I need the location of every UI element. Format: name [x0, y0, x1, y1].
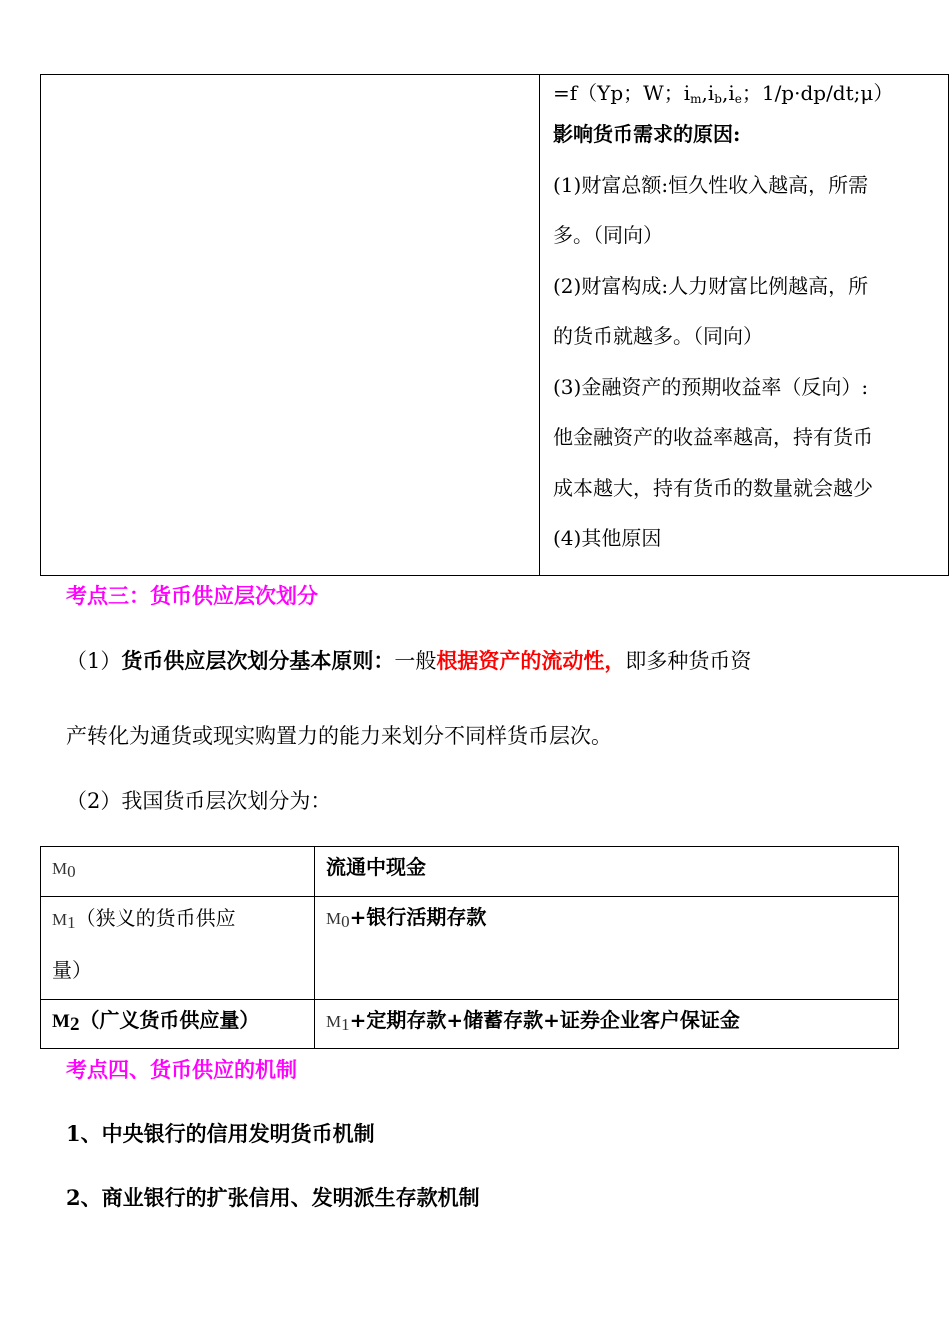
mechanism-item-2: 2、商业银行的扩张信用、发明派生存款机制 [66, 1185, 480, 1210]
m2-label: （广义货币供应量） [79, 1007, 260, 1032]
m-sub: 0 [341, 912, 350, 932]
reason-line: (4)其他原因 [553, 526, 662, 550]
table-row [41, 999, 899, 1048]
m1-label: （狭义的货币供应 [75, 906, 236, 931]
m0-value: 流通中现金 [326, 855, 426, 879]
m2-value-cell [315, 999, 899, 1048]
m1-label-line2: 量） [52, 958, 92, 983]
section4-heading: 考点四、货币供应的机制 [66, 1057, 297, 1082]
m1-label-cell [41, 897, 315, 1000]
reason-line: 他金融资产的收益率越高，持有货币 [553, 425, 873, 449]
reason-line: (3)金融资产的预期收益率（反向）: [553, 374, 869, 399]
principle-prefix: （1） [66, 649, 122, 673]
formula-text: =f（Yp；W；i [553, 81, 691, 105]
m-sub: 0 [67, 862, 76, 881]
reasons-title: 影响货币需求的原因: [553, 122, 741, 146]
principle-paragraph-line2: 产转化为通货或现实购置力的能力来划分不同样货币层次。 [66, 724, 612, 748]
principle-tail: 即多种货币资 [625, 649, 752, 673]
m-code: M [52, 1010, 70, 1032]
principle-title: 货币供应层次划分基本原则： [121, 648, 395, 673]
formula-sep: ,i [721, 81, 735, 105]
formula-line [553, 75, 948, 115]
m2-label-cell [41, 999, 315, 1048]
m1-value: +银行活期存款 [349, 905, 487, 930]
reason-line: (2)财富构成:人力财富比例越高，所 [553, 273, 869, 298]
m-code: M [52, 910, 68, 930]
formula-sub-m: m [690, 92, 702, 106]
reason-line: (1)财富总额:恒久性收入越高，所需 [553, 172, 869, 197]
principle-highlight: 根据资产的流动性， [436, 648, 626, 673]
table-row [41, 847, 899, 897]
hierarchy-intro: （2）我国货币层次划分为： [66, 789, 332, 813]
money-supply-table [40, 846, 899, 1049]
formula-sep: ,i [701, 81, 715, 105]
m-code: M [326, 1011, 342, 1031]
reason-line: 多。（同向） [553, 223, 663, 247]
table-row [41, 897, 899, 1000]
m1-value-cell [315, 897, 899, 1000]
m-sub: 1 [341, 1014, 350, 1034]
m-sub: 1 [67, 913, 76, 933]
m-code: M [326, 909, 342, 929]
section3-heading: 考点三：货币供应层次划分 [66, 583, 318, 608]
money-demand-table [40, 74, 949, 576]
formula-sub-e: e [734, 92, 742, 106]
money-demand-cell [540, 75, 949, 576]
m0-value-cell [315, 847, 899, 897]
m0-label-cell [41, 847, 315, 897]
m2-value: +定期存款+储蓄存款+证券企业客户保证金 [349, 1007, 740, 1032]
formula-end: ；1/p·dp/dt;μ） [741, 81, 894, 105]
reason-line: 的货币就越多。（同向） [553, 324, 763, 348]
principle-text: 一般 [394, 649, 437, 673]
mechanism-item-1: 1、中央银行的信用发明货币机制 [66, 1121, 375, 1146]
principle-paragraph [66, 645, 751, 675]
m-code: M [52, 859, 68, 878]
m-sub: 2 [69, 1013, 80, 1035]
reason-line: 成本越大，持有货币的数量就会越少 [553, 475, 873, 500]
formula-sub-b: b [714, 92, 722, 106]
empty-left-cell [41, 75, 540, 576]
